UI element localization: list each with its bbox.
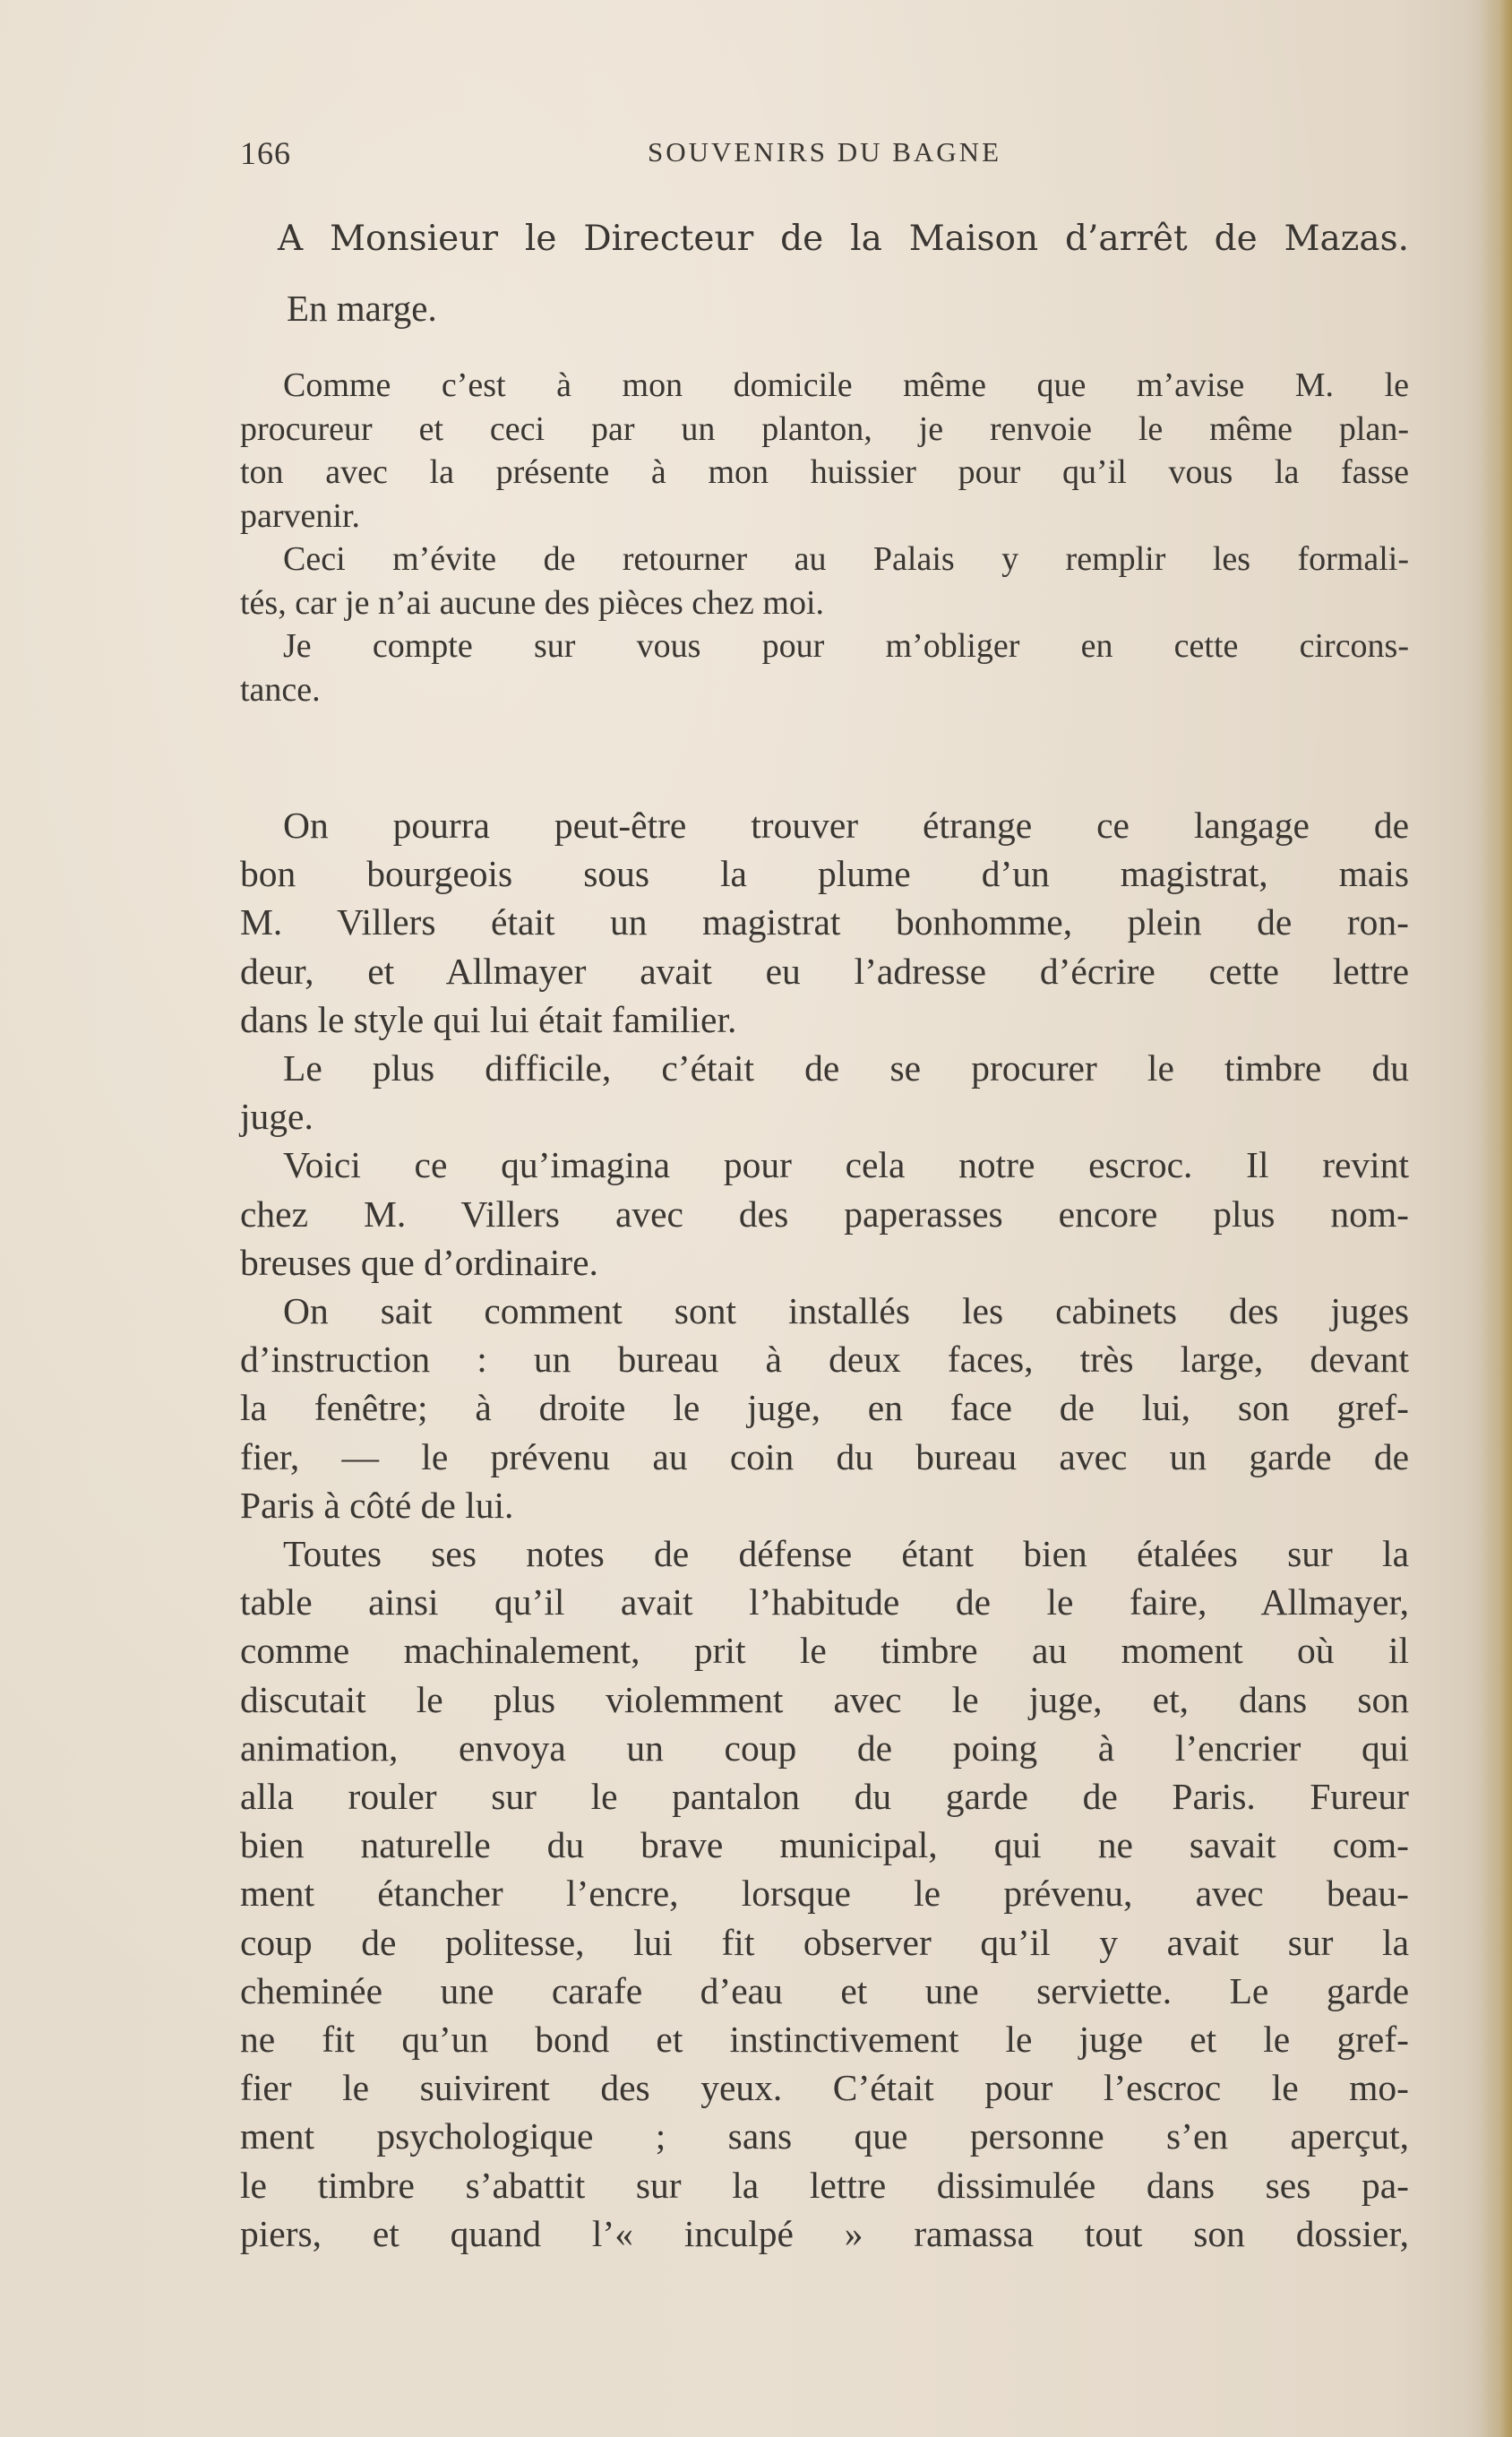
narrative-line: chez M. Villers avec des paperasses encore plus nom- — [240, 1193, 1409, 1235]
page-number: 166 — [240, 135, 291, 171]
narrative-line: piers, et quand l’« inculpé » ramassa tout son dossier, — [240, 2212, 1409, 2254]
letter-line: tance. — [240, 670, 321, 709]
running-title: SOUVENIRS DU BAGNE — [647, 136, 1001, 168]
narrative-body — [240, 801, 1409, 2258]
letter-line: Ceci m’évite de retourner au Palais y remplir les formali- — [283, 540, 1409, 578]
narrative-line: comme machinalement, prit le timbre au moment où il — [240, 1630, 1409, 1672]
narrative-line: Toutes ses notes de défense étant bien étalées sur la — [283, 1533, 1409, 1575]
letter-address — [278, 218, 1409, 261]
narrative-line: fier le suivirent des yeux. C’était pour l’escroc le mo- — [240, 2067, 1409, 2109]
narrative-line: animation, envoya un coup de poing à l’encrier qui — [240, 1727, 1409, 1769]
narrative-line: alla rouler sur le pantalon du garde de Paris. Fureur — [240, 1776, 1409, 1818]
narrative-line: ne fit qu’un bond et instinctivement le juge et le gref- — [240, 2019, 1409, 2061]
narrative-line: juge. — [240, 1096, 314, 1138]
narrative-line: breuses que d’ordinaire. — [240, 1241, 598, 1283]
narrative-line: bien naturelle du brave municipal, qui ne savait com- — [240, 1824, 1409, 1866]
letter-line: Comme c’est à mon domicile même que m’avise M. le — [283, 366, 1409, 404]
letter-line: tés, car je n’ai aucune des pièces chez moi. — [240, 583, 825, 622]
narrative-line: fier, — le prévenu au coin du bureau avec un garde de — [240, 1435, 1409, 1477]
letter-line: Je compte sur vous pour m’obliger en cette circons- — [283, 627, 1409, 665]
page-header — [240, 134, 1409, 170]
letter-address-line: A Monsieur le Directeur de la Maison d’arrêt de Mazas. — [278, 219, 1409, 259]
narrative-line: ment étancher l’encre, lorsque le prévenu, avec beau- — [240, 1873, 1409, 1915]
narrative-line: M. Villers était un magistrat bonhomme, plein de ron- — [240, 901, 1409, 943]
letter-line: parvenir. — [240, 496, 361, 535]
narrative-line: On pourra peut-être trouver étrange ce langage de — [283, 805, 1409, 846]
narrative-line: Paris à côté de lui. — [240, 1484, 514, 1526]
narrative-line: d’instruction : un bureau à deux faces, très large, devant — [240, 1339, 1409, 1381]
narrative-line: deur, et Allmayer avait eu l’adresse d’écrire cette lettre — [240, 950, 1409, 992]
narrative-line: Le plus difficile, c’était de se procurer le timbre du — [283, 1047, 1409, 1089]
letter-line: procureur et ceci par un planton, je renvoie le même plan- — [240, 409, 1409, 448]
narrative-line: discutait le plus violemment avec le juge, et, dans son — [240, 1678, 1409, 1720]
narrative-line: table ainsi qu’il avait l’habitude de le faire, Allmayer, — [240, 1581, 1409, 1623]
margin-note: En marge. — [287, 288, 437, 329]
narrative-line: cheminée une carafe d’eau et une serviette. Le garde — [240, 1969, 1409, 2011]
narrative-line: le timbre s’abattit sur la lettre dissimulée dans ses pa- — [240, 2164, 1409, 2206]
narrative-line: la fenêtre; à droite le juge, en face de lui, son gref- — [240, 1387, 1409, 1429]
narrative-line: On sait comment sont installés les cabinets des juges — [283, 1290, 1409, 1332]
narrative-line: coup de politesse, lui fit observer qu’il y avait sur la — [240, 1921, 1409, 1963]
narrative-line: dans le style qui lui était familier. — [240, 998, 737, 1040]
narrative-line: ment psychologique ; sans que personne s’en aperçut, — [240, 2115, 1409, 2157]
letter-line: ton avec la présente à mon huissier pour qu’il vous la fasse — [240, 453, 1409, 491]
narrative-line: bon bourgeois sous la plume d’un magistrat, mais — [240, 853, 1409, 895]
letter-body — [240, 364, 1409, 711]
page-edge — [1480, 0, 1512, 2437]
narrative-line: Voici ce qu’imagina pour cela notre escroc. Il revint — [283, 1144, 1409, 1186]
